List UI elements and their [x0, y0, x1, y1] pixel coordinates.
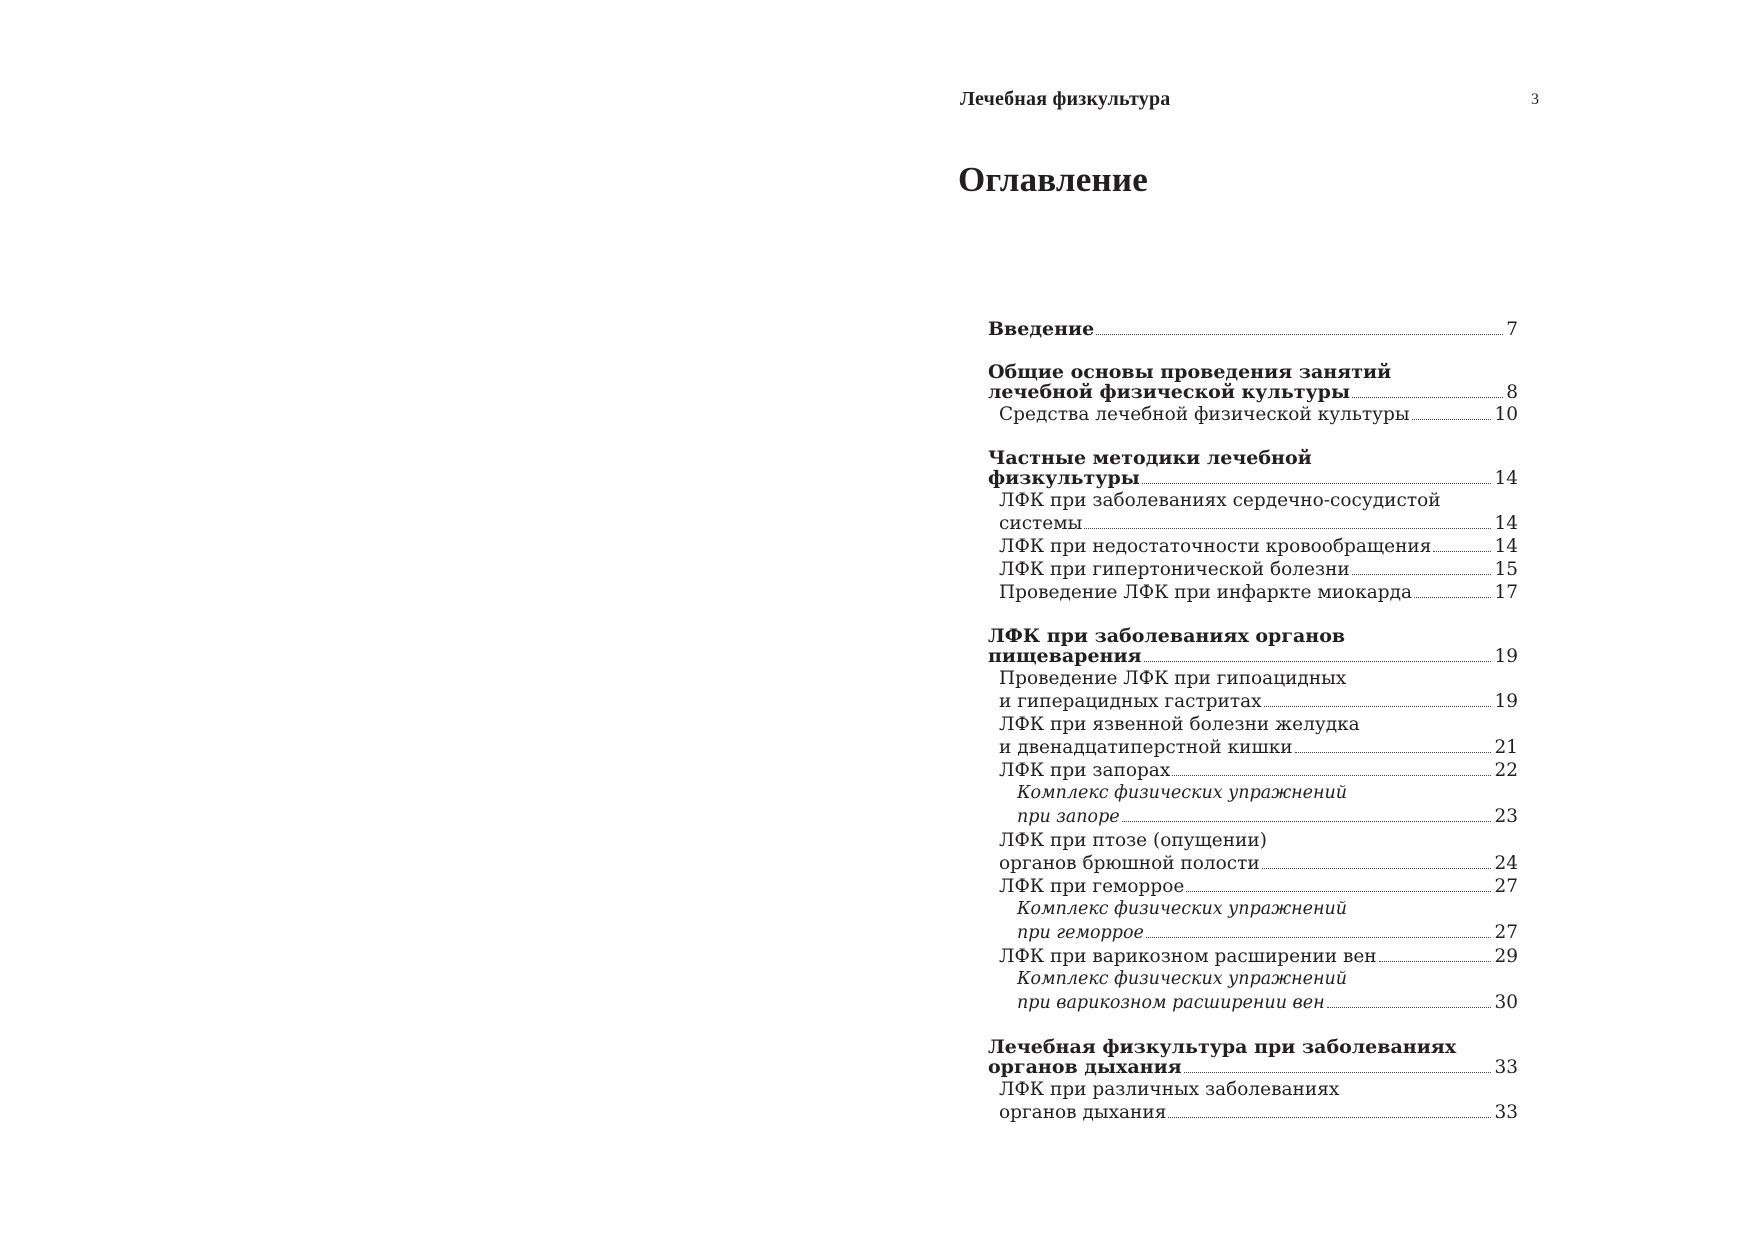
toc-entry [988, 535, 1518, 558]
toc-entry [988, 626, 1518, 646]
dot-leader [1144, 661, 1492, 662]
toc-entry-title: ЛФК при гипертонической болезни [999, 559, 1350, 580]
dot-leader [1352, 574, 1492, 575]
toc-entry [988, 362, 1518, 382]
toc-entry [988, 736, 1518, 759]
dot-leader [1084, 528, 1491, 529]
toc-entry-title: при варикозном расширении вен [1017, 993, 1325, 1013]
toc-entry-title: физкультуры [988, 467, 1140, 489]
toc-entry [988, 382, 1518, 403]
toc-entry-title: ЛФК при варикозном расширении вен [999, 946, 1377, 967]
toc-entry-page: 22 [1494, 760, 1518, 781]
page-number: 3 [1531, 91, 1539, 108]
toc-entry-title: и гиперацидных гастритах [999, 691, 1262, 712]
toc-entry [988, 403, 1518, 426]
toc-section [988, 319, 1518, 340]
toc-section [988, 362, 1518, 426]
toc-entry-title: Частные методики лечебной [988, 447, 1312, 469]
dot-leader [1352, 397, 1503, 398]
dot-leader [1433, 551, 1491, 552]
toc-entry [988, 829, 1518, 852]
toc-entry-page: 29 [1494, 946, 1518, 967]
toc-entry [988, 690, 1518, 713]
toc-entry-title: ЛФК при геморрое [999, 876, 1185, 897]
toc-entry-title: Проведение ЛФК при инфаркте миокарда [999, 582, 1413, 603]
toc-entry-title: Комплекс физических упражнений [1017, 969, 1348, 989]
toc-entry-title: лечебной физической культуры [988, 381, 1350, 403]
toc-entry-title: ЛФК при заболеваниях сердечно-сосудистой [999, 490, 1441, 511]
toc-entry-title: ЛФК при птозе (опущении) [999, 830, 1267, 851]
toc-entry-page: 15 [1494, 559, 1518, 580]
toc-title: Оглавление [958, 160, 1148, 199]
toc-entry [988, 898, 1518, 921]
dot-leader [1184, 1072, 1492, 1073]
toc-entry-title: при геморрое [1017, 923, 1144, 943]
toc-entry [988, 667, 1518, 690]
toc-entry-page: 14 [1494, 536, 1518, 557]
toc-entry [988, 1037, 1518, 1057]
toc-entry-title: системы [999, 513, 1083, 534]
toc-entry-title: Общие основы проведения занятий [988, 361, 1392, 383]
toc-entry-title: Средства лечебной физической культуры [999, 404, 1410, 425]
toc-entry-title: органов дыхания [999, 1102, 1167, 1123]
toc-entry-page: 33 [1494, 1102, 1518, 1123]
toc-entry-page: 7 [1506, 319, 1518, 340]
dot-leader [1262, 868, 1492, 869]
toc-entry [988, 852, 1518, 875]
dot-leader [1142, 483, 1492, 484]
toc-entry [988, 782, 1518, 805]
toc-entry-title: ЛФК при запорах [999, 760, 1171, 781]
toc-entry-page: 14 [1494, 468, 1518, 489]
toc-entry-page: 21 [1494, 737, 1518, 758]
dot-leader [1186, 891, 1491, 892]
toc-entry [988, 489, 1518, 512]
toc-entry [988, 1078, 1518, 1101]
toc-entry-page: 33 [1494, 1057, 1518, 1078]
toc-entry-title: пищеварения [988, 645, 1142, 667]
toc-entry [988, 921, 1518, 945]
toc-entry [988, 805, 1518, 829]
table-of-contents [988, 319, 1518, 1146]
toc-entry [988, 581, 1518, 604]
dot-leader [1168, 1117, 1491, 1118]
toc-entry [988, 1101, 1518, 1124]
dot-leader [1412, 419, 1492, 420]
dot-leader [1172, 775, 1491, 776]
toc-entry-page: 8 [1506, 382, 1518, 403]
toc-entry [988, 1057, 1518, 1078]
toc-section [988, 626, 1518, 1015]
toc-entry [988, 319, 1518, 340]
toc-entry [988, 875, 1518, 898]
toc-entry-page: 24 [1494, 853, 1518, 874]
toc-entry [988, 646, 1518, 667]
toc-section [988, 1037, 1518, 1124]
dot-leader [1327, 1007, 1492, 1008]
toc-entry-title: Введение [988, 318, 1095, 340]
toc-section [988, 448, 1518, 604]
toc-entry-title: Комплекс физических упражнений [1017, 783, 1348, 803]
toc-entry [988, 991, 1518, 1015]
toc-entry-title: и двенадцатиперстной кишки [999, 737, 1293, 758]
toc-entry-page: 19 [1494, 646, 1518, 667]
toc-entry-page: 19 [1494, 691, 1518, 712]
dot-leader [1379, 961, 1492, 962]
toc-entry [988, 512, 1518, 535]
toc-entry-page: 17 [1494, 582, 1518, 603]
dot-leader [1414, 597, 1491, 598]
dot-leader [1146, 937, 1492, 938]
toc-entry-title: ЛФК при различных заболеваниях [999, 1079, 1340, 1100]
dot-leader [1295, 752, 1492, 753]
toc-entry-title: Лечебная физкультура при заболеваниях [988, 1036, 1457, 1058]
toc-entry-title: ЛФК при недостаточности кровообращения [999, 536, 1432, 557]
toc-entry-page: 27 [1494, 876, 1518, 897]
toc-entry [988, 468, 1518, 489]
toc-entry-page: 10 [1494, 404, 1518, 425]
toc-entry-title: Проведение ЛФК при гипоацидных [999, 668, 1347, 689]
running-title: Лечебная физкультура [960, 88, 1171, 110]
toc-entry-page: 14 [1494, 513, 1518, 534]
toc-entry-title: ЛФК при язвенной болезни желудка [999, 714, 1360, 735]
toc-entry-page: 30 [1494, 992, 1518, 1013]
dot-leader [1096, 334, 1503, 335]
toc-entry-title: при запоре [1017, 807, 1120, 827]
dot-leader [1264, 706, 1492, 707]
dot-leader [1122, 821, 1492, 822]
toc-entry-title: органов брюшной полости [999, 853, 1260, 874]
toc-entry [988, 945, 1518, 968]
toc-entry [988, 448, 1518, 468]
toc-entry-title: Комплекс физических упражнений [1017, 899, 1348, 919]
toc-entry [988, 968, 1518, 991]
toc-entry-page: 23 [1494, 806, 1518, 827]
toc-entry-page: 27 [1494, 922, 1518, 943]
toc-entry [988, 759, 1518, 782]
toc-entry [988, 558, 1518, 581]
toc-entry-title: ЛФК при заболеваниях органов [988, 625, 1346, 647]
toc-entry [988, 713, 1518, 736]
toc-entry-title: органов дыхания [988, 1056, 1182, 1078]
